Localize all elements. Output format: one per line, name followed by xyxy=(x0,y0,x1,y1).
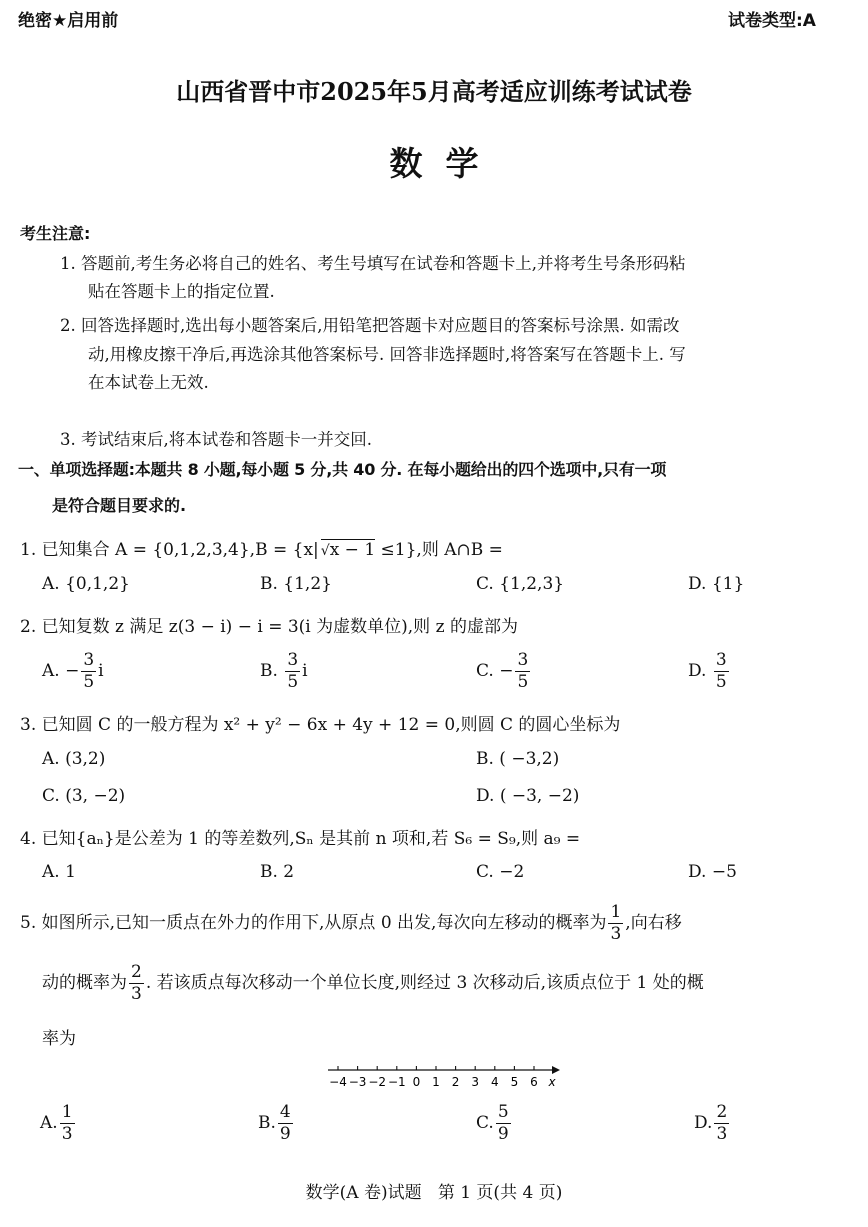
question-5-stem-line2: 动的概率为 $\frac{2}{3}$ . 若该质点每次移动一个单位长度,则经过 3 次移动后,该质点位于 1 处的概 xyxy=(42,962,704,1004)
question-3-stem: 3. 已知圆 C 的一般方程为 x² + y² − 6x + 4y + 12 = 0,则圆 C 的圆心坐标为 xyxy=(20,715,621,735)
page-footer: 数学(A 卷)试题 第 1 页(共 4 页) xyxy=(305,1183,563,1203)
axis-tick-label: 2 xyxy=(451,1075,460,1089)
q3-option-c[interactable]: C. (3, −2) xyxy=(42,786,126,806)
q3-option-a[interactable]: A. (3,2) xyxy=(42,749,106,769)
axis-tick-label: 5 xyxy=(510,1075,519,1089)
notice-heading: 考生注意: xyxy=(20,224,91,243)
q1-option-b[interactable]: B. {1,2} xyxy=(260,574,332,594)
q1-option-d[interactable]: D. {1} xyxy=(688,574,745,594)
q1-option-a[interactable]: A. {0,1,2} xyxy=(42,574,130,594)
question-5-stem-line3: 率为 xyxy=(42,1029,76,1049)
axis-tick-label: −4 xyxy=(329,1075,347,1089)
question-2-stem: 2. 已知复数 z 满足 z(3 − i) − i = 3(i 为虚数单位),则 z 的虚部为 xyxy=(20,617,518,637)
axis-tick-label: 3 xyxy=(471,1075,480,1089)
axis-tick-label: −3 xyxy=(348,1075,367,1089)
q2-option-d[interactable]: D. $\frac{3}{5}$ xyxy=(688,650,727,692)
q3-option-d[interactable]: D. ( −3, −2) xyxy=(476,786,580,806)
question-4-stem: 4. 已知{aₙ}是公差为 1 的等差数列,Sₙ 是其前 n 项和,若 S₆ = S₉,则 a₉ = xyxy=(20,829,581,849)
q2-option-a[interactable]: A. − $\frac{3}{5}$ i xyxy=(42,650,104,692)
notice-line: 贴在答题卡上的指定位置. xyxy=(88,282,275,301)
q5-option-c[interactable]: C. $\frac{5}{9}$ xyxy=(476,1102,509,1144)
subject-title: 数 学 xyxy=(389,144,479,183)
q5-option-b[interactable]: B. $\frac{4}{9}$ xyxy=(258,1102,291,1144)
number-line-figure xyxy=(320,1058,565,1092)
confidential-label: 绝密★启用前 xyxy=(18,11,119,31)
notice-line: 2. 回答选择题时,选出每小题答案后,用铅笔把答题卡对应题目的答案标号涂黑. 如需改 xyxy=(60,316,680,335)
q1-option-c[interactable]: C. {1,2,3} xyxy=(476,574,565,594)
q4-option-c[interactable]: C. −2 xyxy=(476,862,525,882)
notice-line: 在本试卷上无效. xyxy=(88,373,209,392)
axis-tick-label: 4 xyxy=(490,1075,499,1089)
q2-option-c[interactable]: C. − $\frac{3}{5}$ xyxy=(476,650,529,692)
q2-option-b[interactable]: B. $\frac{3}{5}$ i xyxy=(260,650,308,692)
question-5-stem-line1: 5. 如图所示,已知一质点在外力的作用下,从原点 0 出发,每次向左移动的概率为 $\frac{1}{3}$ ,向右移 xyxy=(20,902,682,944)
exam-title: 山西省晋中市2025年5月高考适应训练考试试卷 xyxy=(176,77,692,106)
axis-tick-label: −2 xyxy=(368,1075,387,1089)
q3-option-b[interactable]: B. ( −3,2) xyxy=(476,749,560,769)
section-heading: 一、单项选择题:本题共 8 小题,每小题 5 分,共 40 分. 在每小题给出的四个选项中,只有一项 xyxy=(18,460,667,479)
section-heading-cont: 是符合题目要求的. xyxy=(52,496,187,515)
q4-option-d[interactable]: D. −5 xyxy=(688,862,737,882)
notice-line: 3. 考试结束后,将本试卷和答题卡一并交回. xyxy=(60,430,372,449)
axis-tick-label: 1 xyxy=(432,1075,440,1089)
q4-option-a[interactable]: A. 1 xyxy=(42,862,76,882)
notice-line: 动,用橡皮擦干净后,再选涂其他答案标号. 回答非选择题时,将答案写在答题卡上. 写 xyxy=(88,345,686,364)
q5-option-a[interactable]: A. $\frac{1}{3}$ xyxy=(40,1102,73,1144)
axis-variable-label: x xyxy=(548,1075,556,1089)
axis-tick-label: 6 xyxy=(530,1075,538,1089)
q4-option-b[interactable]: B. 2 xyxy=(260,862,295,882)
axis-tick-label: 0 xyxy=(412,1075,421,1089)
number-line-arrow xyxy=(552,1066,560,1074)
axis-tick-label: −1 xyxy=(387,1075,406,1089)
paper-type-label: 试卷类型:A xyxy=(728,11,816,31)
q5-option-d[interactable]: D. $\frac{2}{3}$ xyxy=(694,1102,728,1144)
notice-line: 1. 答题前,考生务必将自己的姓名、考生号填写在试卷和答题卡上,并将考生号条形码粘 xyxy=(60,254,686,273)
question-1-stem: 1. 已知集合 A = {0,1,2,3,4},B = {x| √x − 1 ≤1},则 A∩B = xyxy=(20,540,503,560)
